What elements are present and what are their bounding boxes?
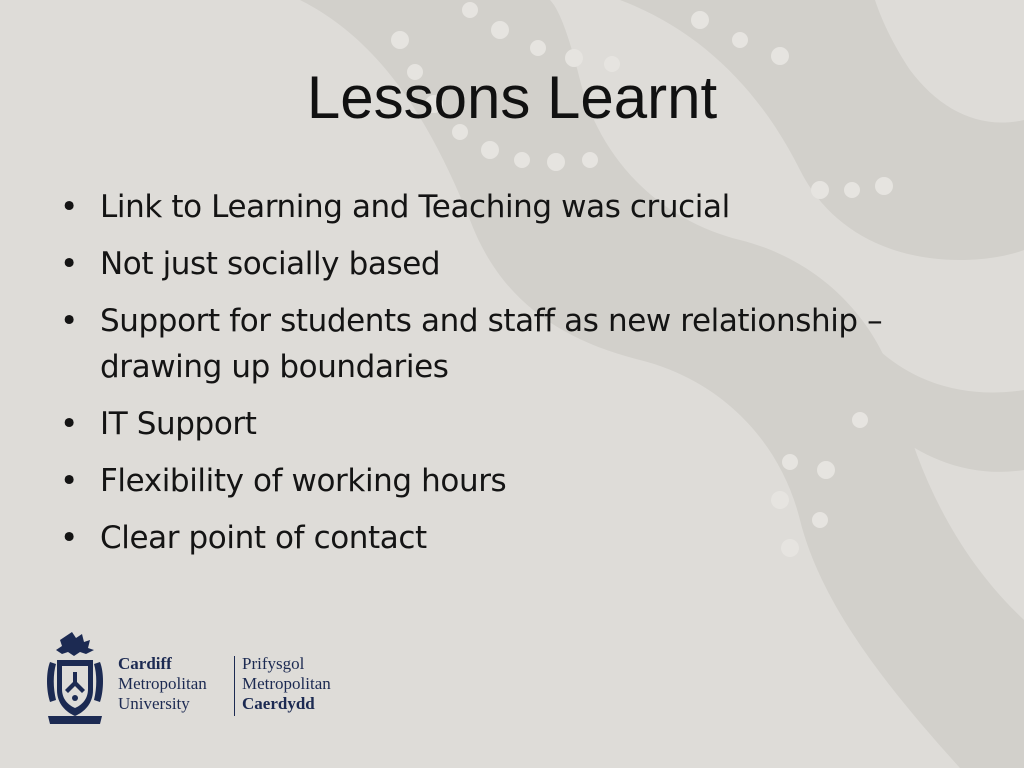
logo-line: University <box>118 694 190 713</box>
bullet-text: IT Support <box>100 406 257 442</box>
bullet-item <box>58 515 958 561</box>
bullet-dot: • <box>60 520 78 556</box>
logo-line: Metropolitan <box>242 674 331 693</box>
crest-icon <box>44 632 106 726</box>
logo-line: Metropolitan <box>118 674 207 693</box>
bullet-dot: • <box>60 463 78 499</box>
bullet-text: Flexibility of working hours <box>100 463 507 499</box>
logo-text-english <box>118 654 207 714</box>
logo-line: Caerdydd <box>242 694 315 713</box>
bullet-text: Support for students and staff as new relationship – drawing up boundaries <box>100 303 883 385</box>
bullet-dot: • <box>60 246 78 282</box>
bullet-dot: • <box>60 406 78 442</box>
logo-text-welsh <box>242 654 331 714</box>
bullet-item <box>58 401 958 447</box>
bullet-text: Not just socially based <box>100 246 441 282</box>
university-logo <box>44 632 364 728</box>
bullet-text: Link to Learning and Teaching was crucial <box>100 189 730 225</box>
bullet-text: Clear point of contact <box>100 520 427 556</box>
bullet-dot: • <box>60 303 78 339</box>
bullet-item <box>58 298 958 390</box>
bullet-dot: • <box>60 189 78 225</box>
logo-line: Cardiff <box>118 654 172 673</box>
bullet-item <box>58 184 958 230</box>
slide-title: Lessons Learnt <box>306 64 718 131</box>
bullet-list <box>58 184 958 572</box>
bullet-item <box>58 241 958 287</box>
logo-line: Prifysgol <box>242 654 305 673</box>
logo-divider <box>234 656 235 716</box>
bullet-item <box>58 458 958 504</box>
